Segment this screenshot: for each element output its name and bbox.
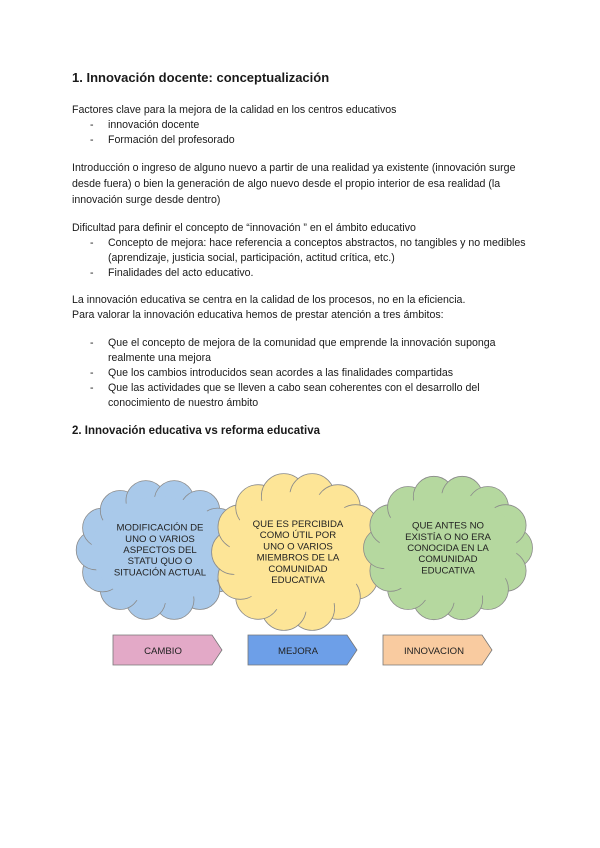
innovation-diagram	[0, 470, 600, 690]
difficulties-list	[90, 236, 530, 281]
arrow-label: MEJORA	[278, 646, 318, 657]
section-1-title: 1. Innovación docente: conceptualización	[72, 70, 330, 85]
list-item: - innovación docente	[90, 118, 530, 133]
list-item: - Que las actividades que se lleven a cabo sean coherentes con el desarrollo del conocimiento de nuestro ámbito	[90, 381, 530, 411]
cloud-line: COMO ÚTIL POR	[259, 530, 337, 542]
arrow-cambio	[113, 635, 222, 665]
quality-line-1: La innovación educativa se centra en la calidad de los procesos, no en la eficiencia.	[72, 294, 466, 306]
list-item: - Concepto de mejora: hace referencia a conceptos abstractos, no tangibles y no medibles (aprendizaje, justicia social, participación, actitud crítica, etc.)	[90, 236, 530, 266]
cloud-line: STATU QUO O	[127, 556, 193, 568]
quality-line-2: Para valorar la innovación educativa hemos de prestar atención a tres ámbitos:	[72, 309, 444, 321]
arrow-innovacion	[383, 635, 492, 665]
arrow-mejora	[248, 635, 357, 665]
cloud-line: QUE ANTES NO	[412, 520, 484, 532]
arrow-label: INNOVACION	[403, 646, 465, 657]
list-item: - Que los cambios introducidos sean acordes a las finalidades compartidas	[90, 366, 530, 381]
cloud-line: EXISTÍA O NO ERA	[405, 531, 491, 543]
areas-list	[90, 336, 530, 411]
cloud-line: COMUNIDAD	[268, 563, 328, 575]
cloud-line: EDUCATIVA	[271, 575, 325, 586]
cloud-line: CONOCIDA EN LA	[407, 543, 489, 554]
section-2-title: 2. Innovación educativa vs reforma educativa	[72, 425, 320, 437]
cloud-new-existence	[364, 476, 533, 619]
cloud-line: MODIFICACIÓN DE	[116, 522, 204, 534]
cloud-line: ASPECTOS DEL	[123, 545, 197, 556]
arrow-label: CAMBIO	[144, 646, 182, 657]
factors-intro: Factores clave para la mejora de la calidad en los centros educativos	[72, 104, 397, 116]
difficulty-intro: Dificultad para definir el concepto de “innovación ” en el ámbito educativo	[72, 222, 416, 234]
cloud-perceived-useful	[212, 474, 385, 631]
list-item: - Finalidades del acto educativo.	[90, 266, 530, 281]
cloud-line: MIEMBROS DE LA	[256, 552, 340, 564]
cloud-line: EDUCATIVA	[421, 565, 475, 577]
list-item: - Que el concepto de mejora de la comunidad que emprende la innovación suponga realmente una mejora	[90, 336, 530, 366]
cloud-line: COMUNIDAD	[418, 554, 478, 566]
cloud-line: QUE ES PERCIBIDA	[252, 519, 344, 530]
cloud-line: SITUACIÓN ACTUAL	[113, 567, 207, 579]
cloud-line: UNO O VARIOS	[125, 533, 195, 545]
cloud-line: UNO O VARIOS	[263, 541, 333, 553]
intro-paragraph: Introducción o ingreso de alguno nuevo a partir de una realidad ya existente (innovación surge desde fuera) o bien la generación de algo nuevo desde el propio interior de esa realidad (la innovación surge desde dentro)	[72, 162, 516, 206]
list-item: - Formación del profesorado	[90, 133, 530, 148]
cloud-text	[114, 523, 207, 579]
factors-list	[90, 118, 530, 148]
